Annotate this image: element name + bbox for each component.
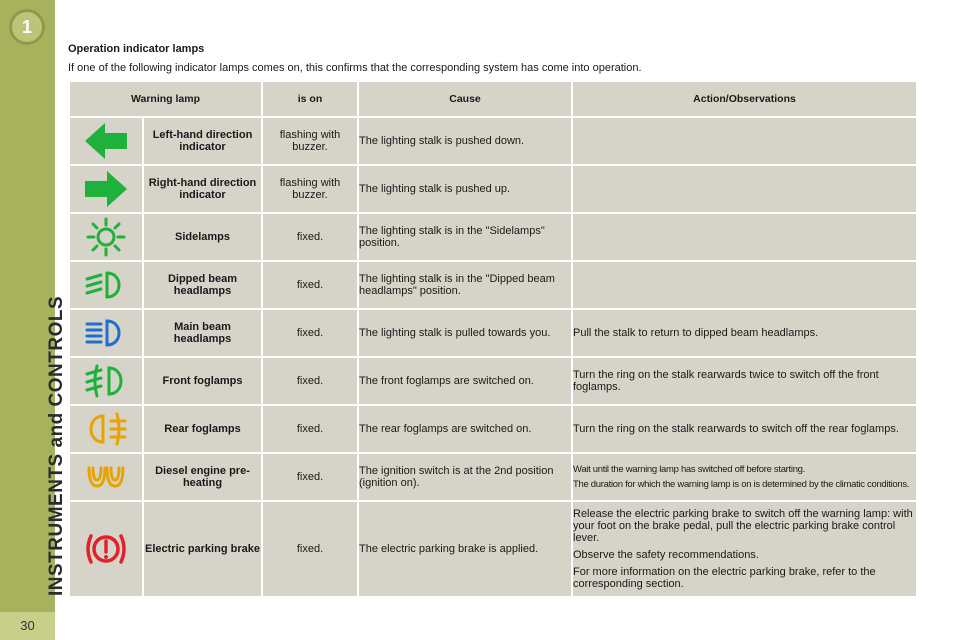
observation-text: The duration for which the warning lamp is on is determined by the climatic conditions. (573, 479, 910, 490)
lamp-name: Diesel engine pre-heating (143, 453, 262, 501)
observation-text: Pull the stalk to return to dipped beam headlamps. (573, 327, 819, 339)
lamp-icon-cell (69, 117, 143, 165)
table-row (69, 357, 917, 405)
chapter-number: 1 (21, 17, 32, 37)
observation-text: Release the electric parking brake to switch off the warning lamp: with your foot on the brake pedal, pull the electric parking brake control lever. (573, 508, 913, 544)
left-arrow-icon (70, 121, 142, 161)
table-row (69, 453, 917, 501)
lamp-icon-cell (69, 261, 143, 309)
lamp-name: Left-hand direction indicator (143, 117, 262, 165)
lamp-state: fixed. (262, 213, 358, 261)
lamp-name: Main beam headlamps (143, 309, 262, 357)
lamp-observations (572, 213, 917, 261)
observation-text: Turn the ring on the stalk rearwards to switch off the rear foglamps. (573, 423, 899, 435)
lamp-cause: The lighting stalk is in the "Sidelamps" position. (358, 213, 572, 261)
lamp-name: Front foglamps (143, 357, 262, 405)
lamp-cause: The ignition switch is at the 2nd position (ignition on). (358, 453, 572, 501)
lamp-name: Dipped beam headlamps (143, 261, 262, 309)
lamp-state: flashing with buzzer. (262, 117, 358, 165)
lamp-icon-cell (69, 213, 143, 261)
lamp-observations (572, 261, 917, 309)
chapter-number-badge (9, 9, 45, 45)
table-row (69, 165, 917, 213)
lamp-icon-cell (69, 405, 143, 453)
lamp-observations (572, 501, 917, 597)
header-warning-lamp: Warning lamp (69, 81, 262, 117)
lamp-name: Electric parking brake (143, 501, 262, 597)
lamp-cause: The lighting stalk is pushed up. (358, 165, 572, 213)
lamp-state: fixed. (262, 309, 358, 357)
lamp-state: fixed. (262, 405, 358, 453)
observation-text: For more information on the electric parking brake, refer to the corresponding section. (573, 566, 876, 590)
header-is-on: is on (262, 81, 358, 117)
lamp-name: Rear foglamps (143, 405, 262, 453)
right-arrow-icon (70, 169, 142, 209)
lamp-name: Right-hand direction indicator (143, 165, 262, 213)
front-foglamp-icon (70, 362, 142, 400)
lamp-icon-cell (69, 453, 143, 501)
section-intro: If one of the following indicator lamps comes on, this confirms that the corresponding system has come into operation. (68, 62, 642, 74)
observation-text: Turn the ring on the stalk rearwards twice to switch off the front foglamps. (573, 369, 879, 393)
lamp-observations (572, 405, 917, 453)
preheating-icon (70, 460, 142, 494)
main-beam-icon (70, 315, 142, 351)
lamp-cause: The electric parking brake is applied. (358, 501, 572, 597)
lamp-observations (572, 165, 917, 213)
lamp-icon-cell (69, 309, 143, 357)
header-action-observations: Action/Observations (572, 81, 917, 117)
lamp-cause: The lighting stalk is pushed down. (358, 117, 572, 165)
lamp-cause: The rear foglamps are switched on. (358, 405, 572, 453)
observation-text: Observe the safety recommendations. (573, 549, 759, 561)
lamp-observations (572, 309, 917, 357)
sidelamps-icon (70, 217, 142, 257)
lamp-observations (572, 117, 917, 165)
parking-brake-icon (70, 528, 142, 570)
observation-text: Wait until the warning lamp has switched off before starting. (573, 464, 805, 475)
lamp-cause: The lighting stalk is in the "Dipped beam headlamps" position. (358, 261, 572, 309)
table-row (69, 405, 917, 453)
dipped-beam-icon (70, 267, 142, 303)
page-number: 30 (0, 612, 55, 640)
table-row (69, 501, 917, 597)
lamp-state: fixed. (262, 357, 358, 405)
lamp-state: fixed. (262, 453, 358, 501)
indicator-lamps-table (68, 80, 918, 598)
lamp-icon-cell (69, 165, 143, 213)
rear-foglamp-icon (70, 410, 142, 448)
lamp-observations (572, 357, 917, 405)
lamp-state: fixed. (262, 261, 358, 309)
table-row (69, 213, 917, 261)
lamp-name: Sidelamps (143, 213, 262, 261)
table-row (69, 261, 917, 309)
section-heading: Operation indicator lamps (68, 43, 205, 55)
lamp-icon-cell (69, 357, 143, 405)
lamp-cause: The lighting stalk is pulled towards you. (358, 309, 572, 357)
table-header-row (69, 81, 917, 117)
lamp-state: flashing with buzzer. (262, 165, 358, 213)
table-row (69, 117, 917, 165)
lamp-state: fixed. (262, 501, 358, 597)
header-cause: Cause (358, 81, 572, 117)
lamp-icon-cell (69, 501, 143, 597)
chapter-title: INSTRUMENTS and CONTROLS (46, 295, 67, 596)
lamp-observations (572, 453, 917, 501)
lamp-cause: The front foglamps are switched on. (358, 357, 572, 405)
table-row (69, 309, 917, 357)
